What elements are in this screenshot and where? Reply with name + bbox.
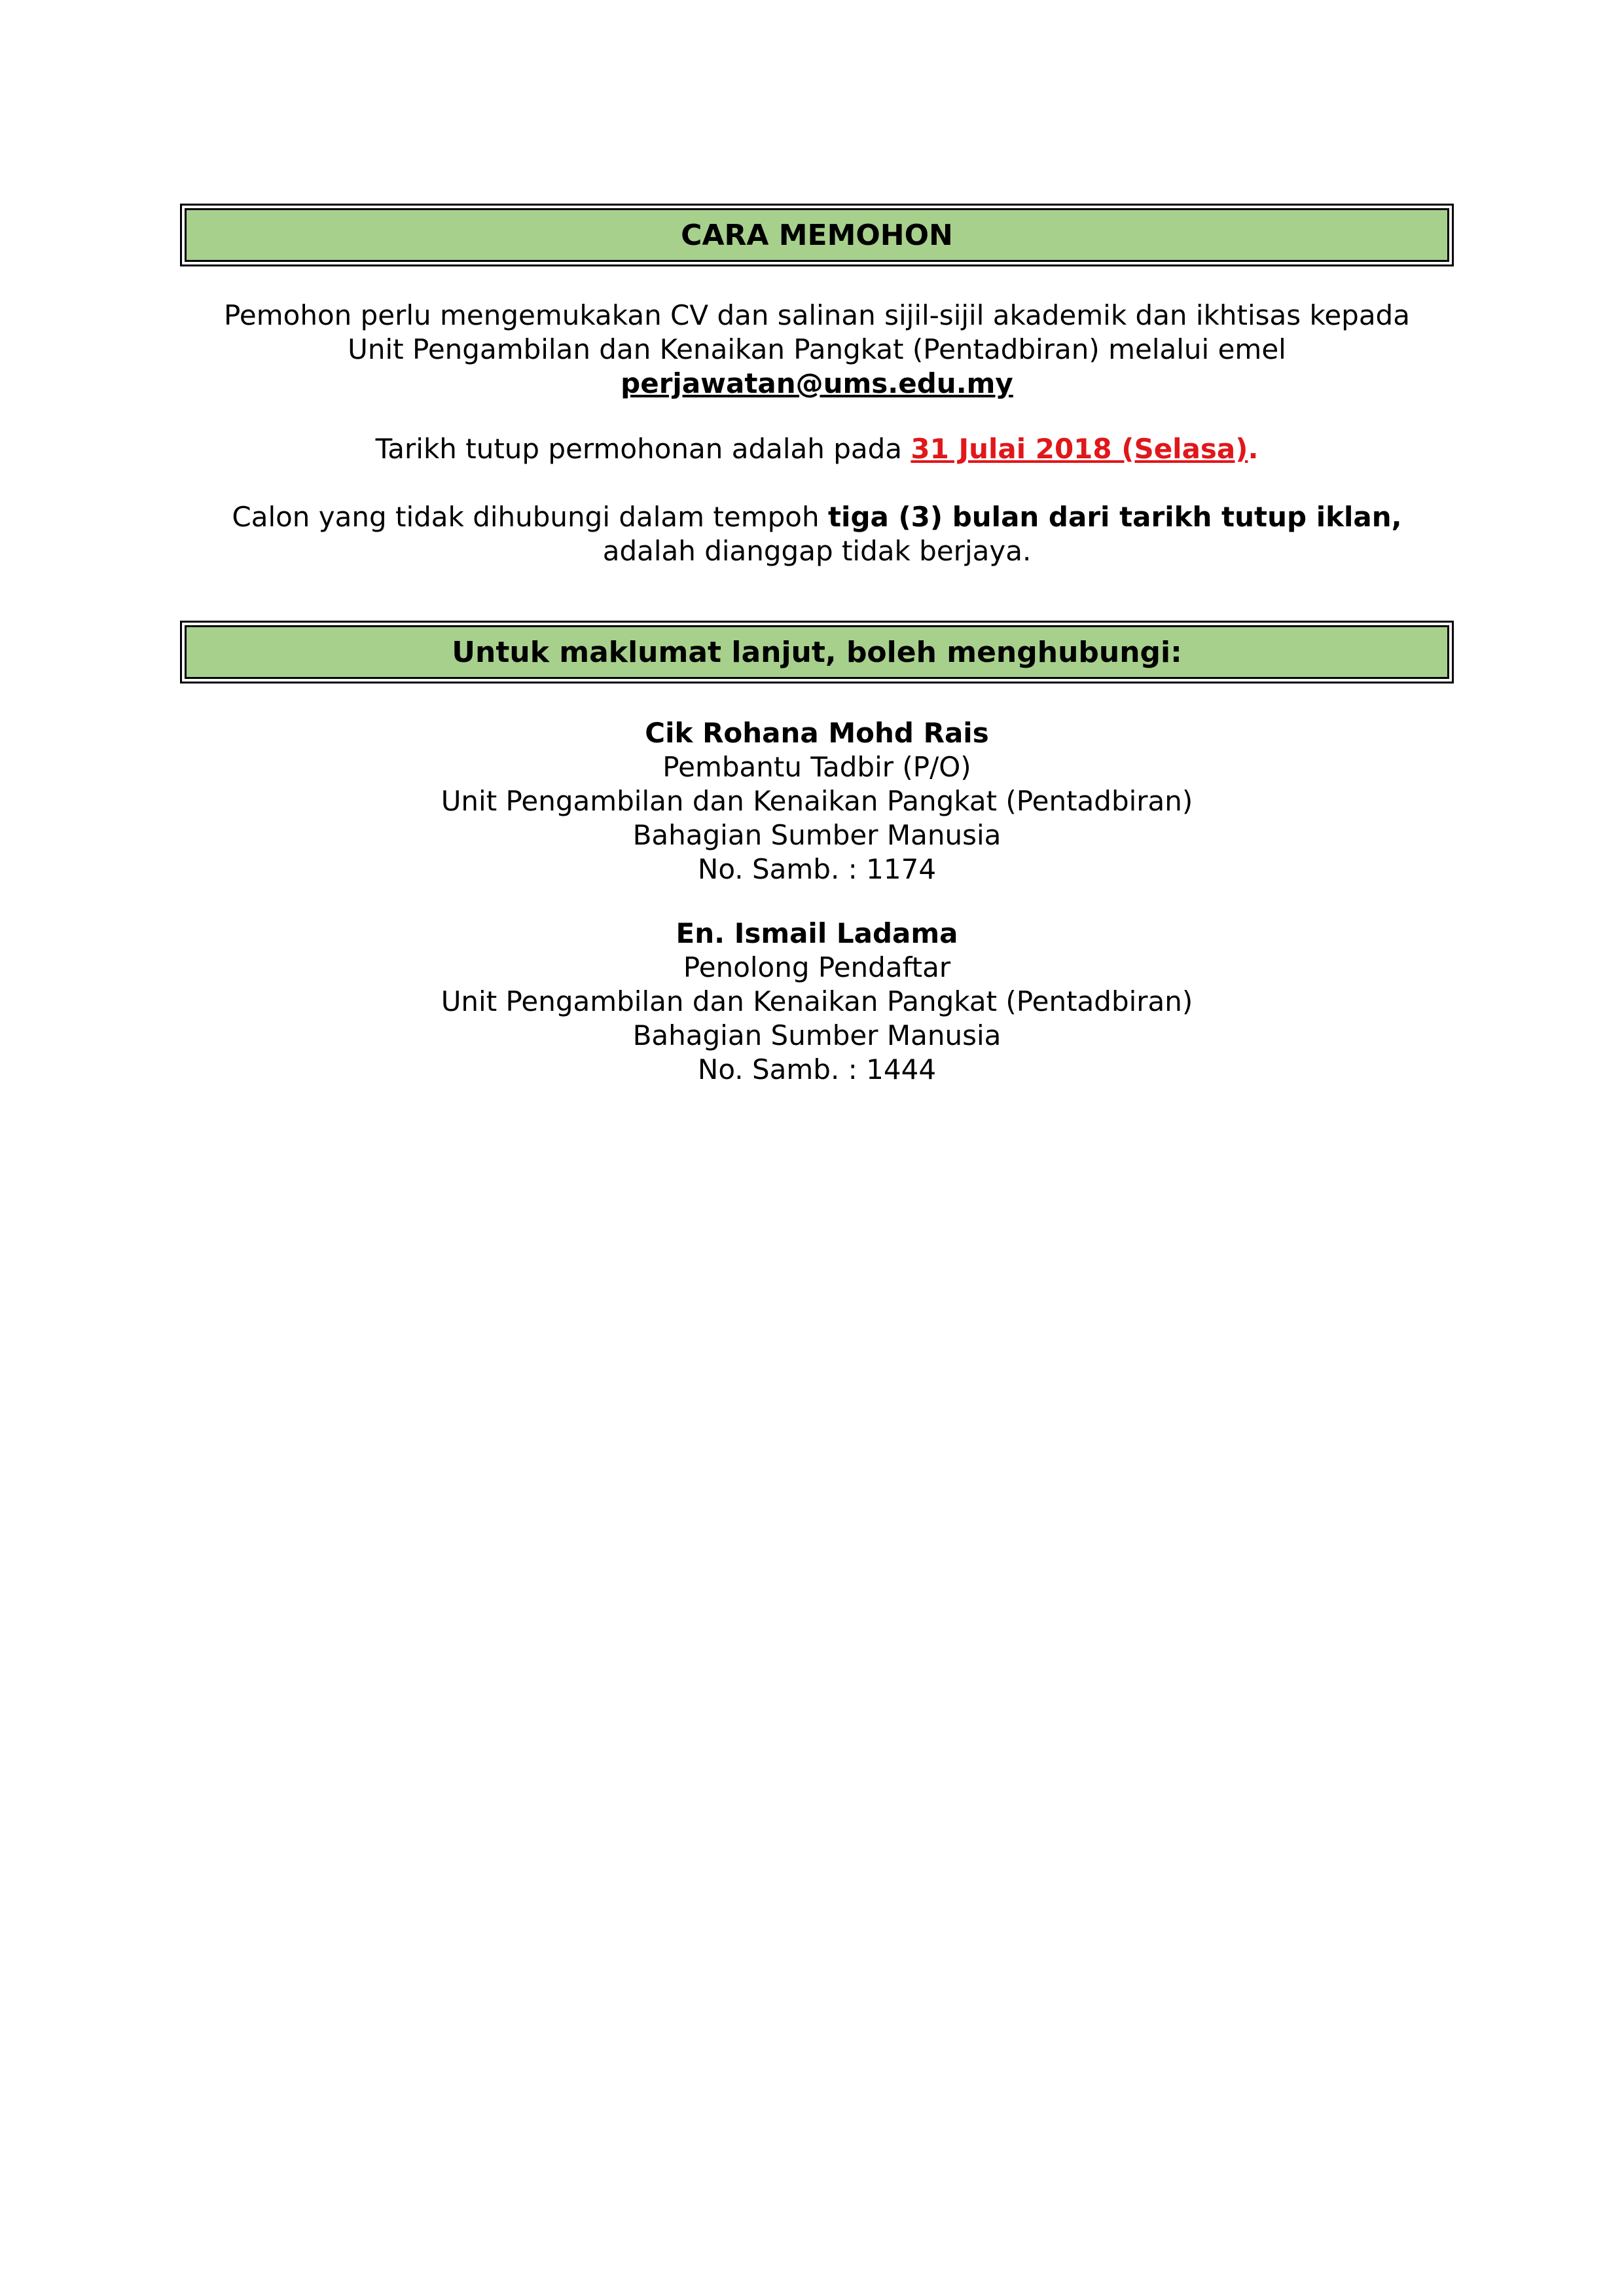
email-link[interactable]: perjawatan@ums.edu.my — [621, 367, 1013, 399]
notice-prefix: Calon yang tidak dihubungi dalam tempoh — [232, 501, 828, 533]
deadline-statement — [185, 432, 1449, 466]
deadline-prefix: Tarikh tutup permohonan adalah pada — [375, 433, 911, 465]
contact-extension: No. Samb. : 1174 — [697, 853, 937, 885]
contact-extension: No. Samb. : 1444 — [697, 1053, 937, 1085]
contact-position: Penolong Pendaftar — [683, 951, 951, 983]
contact-name: En. Ismail Ladama — [676, 917, 958, 949]
section-heading-text: CARA MEMOHON — [681, 218, 953, 252]
instruction-line-1: Pemohon perlu mengemukakan CV dan salinan sijil-sijil akademik dan ikhtisas kepada — [224, 299, 1410, 331]
contact-position: Pembantu Tadbir (P/O) — [662, 751, 971, 783]
section-heading-cara-memohon — [185, 208, 1449, 262]
section-heading-text: Untuk maklumat lanjut, boleh menghubungi: — [452, 635, 1182, 669]
instruction-line-2: Unit Pengambilan dan Kenaikan Pangkat (Pentadbiran) melalui emel — [348, 333, 1286, 365]
deadline-date: 31 Julai 2018 (Selasa) — [911, 433, 1248, 465]
deadline-line — [185, 432, 1449, 466]
contact-name: Cik Rohana Mohd Rais — [645, 717, 989, 749]
notice-line-1 — [185, 500, 1449, 534]
contact-card — [185, 917, 1449, 1087]
application-instructions — [185, 299, 1449, 401]
contact-card — [185, 716, 1449, 886]
contact-department: Bahagian Sumber Manusia — [632, 819, 1001, 851]
notice-line-2: adalah dianggap tidak berjaya. — [602, 535, 1032, 567]
contact-department: Bahagian Sumber Manusia — [632, 1019, 1001, 1051]
contact-unit: Unit Pengambilan dan Kenaikan Pangkat (Pentadbiran) — [441, 785, 1193, 817]
email-line — [185, 367, 1449, 401]
notice-bold: tiga (3) bulan dari tarikh tutup iklan, — [827, 501, 1402, 533]
deadline-suffix: . — [1248, 433, 1259, 465]
section-heading-contact — [185, 625, 1449, 679]
contact-unit: Unit Pengambilan dan Kenaikan Pangkat (Pentadbiran) — [441, 985, 1193, 1017]
unsuccessful-notice — [185, 500, 1449, 568]
